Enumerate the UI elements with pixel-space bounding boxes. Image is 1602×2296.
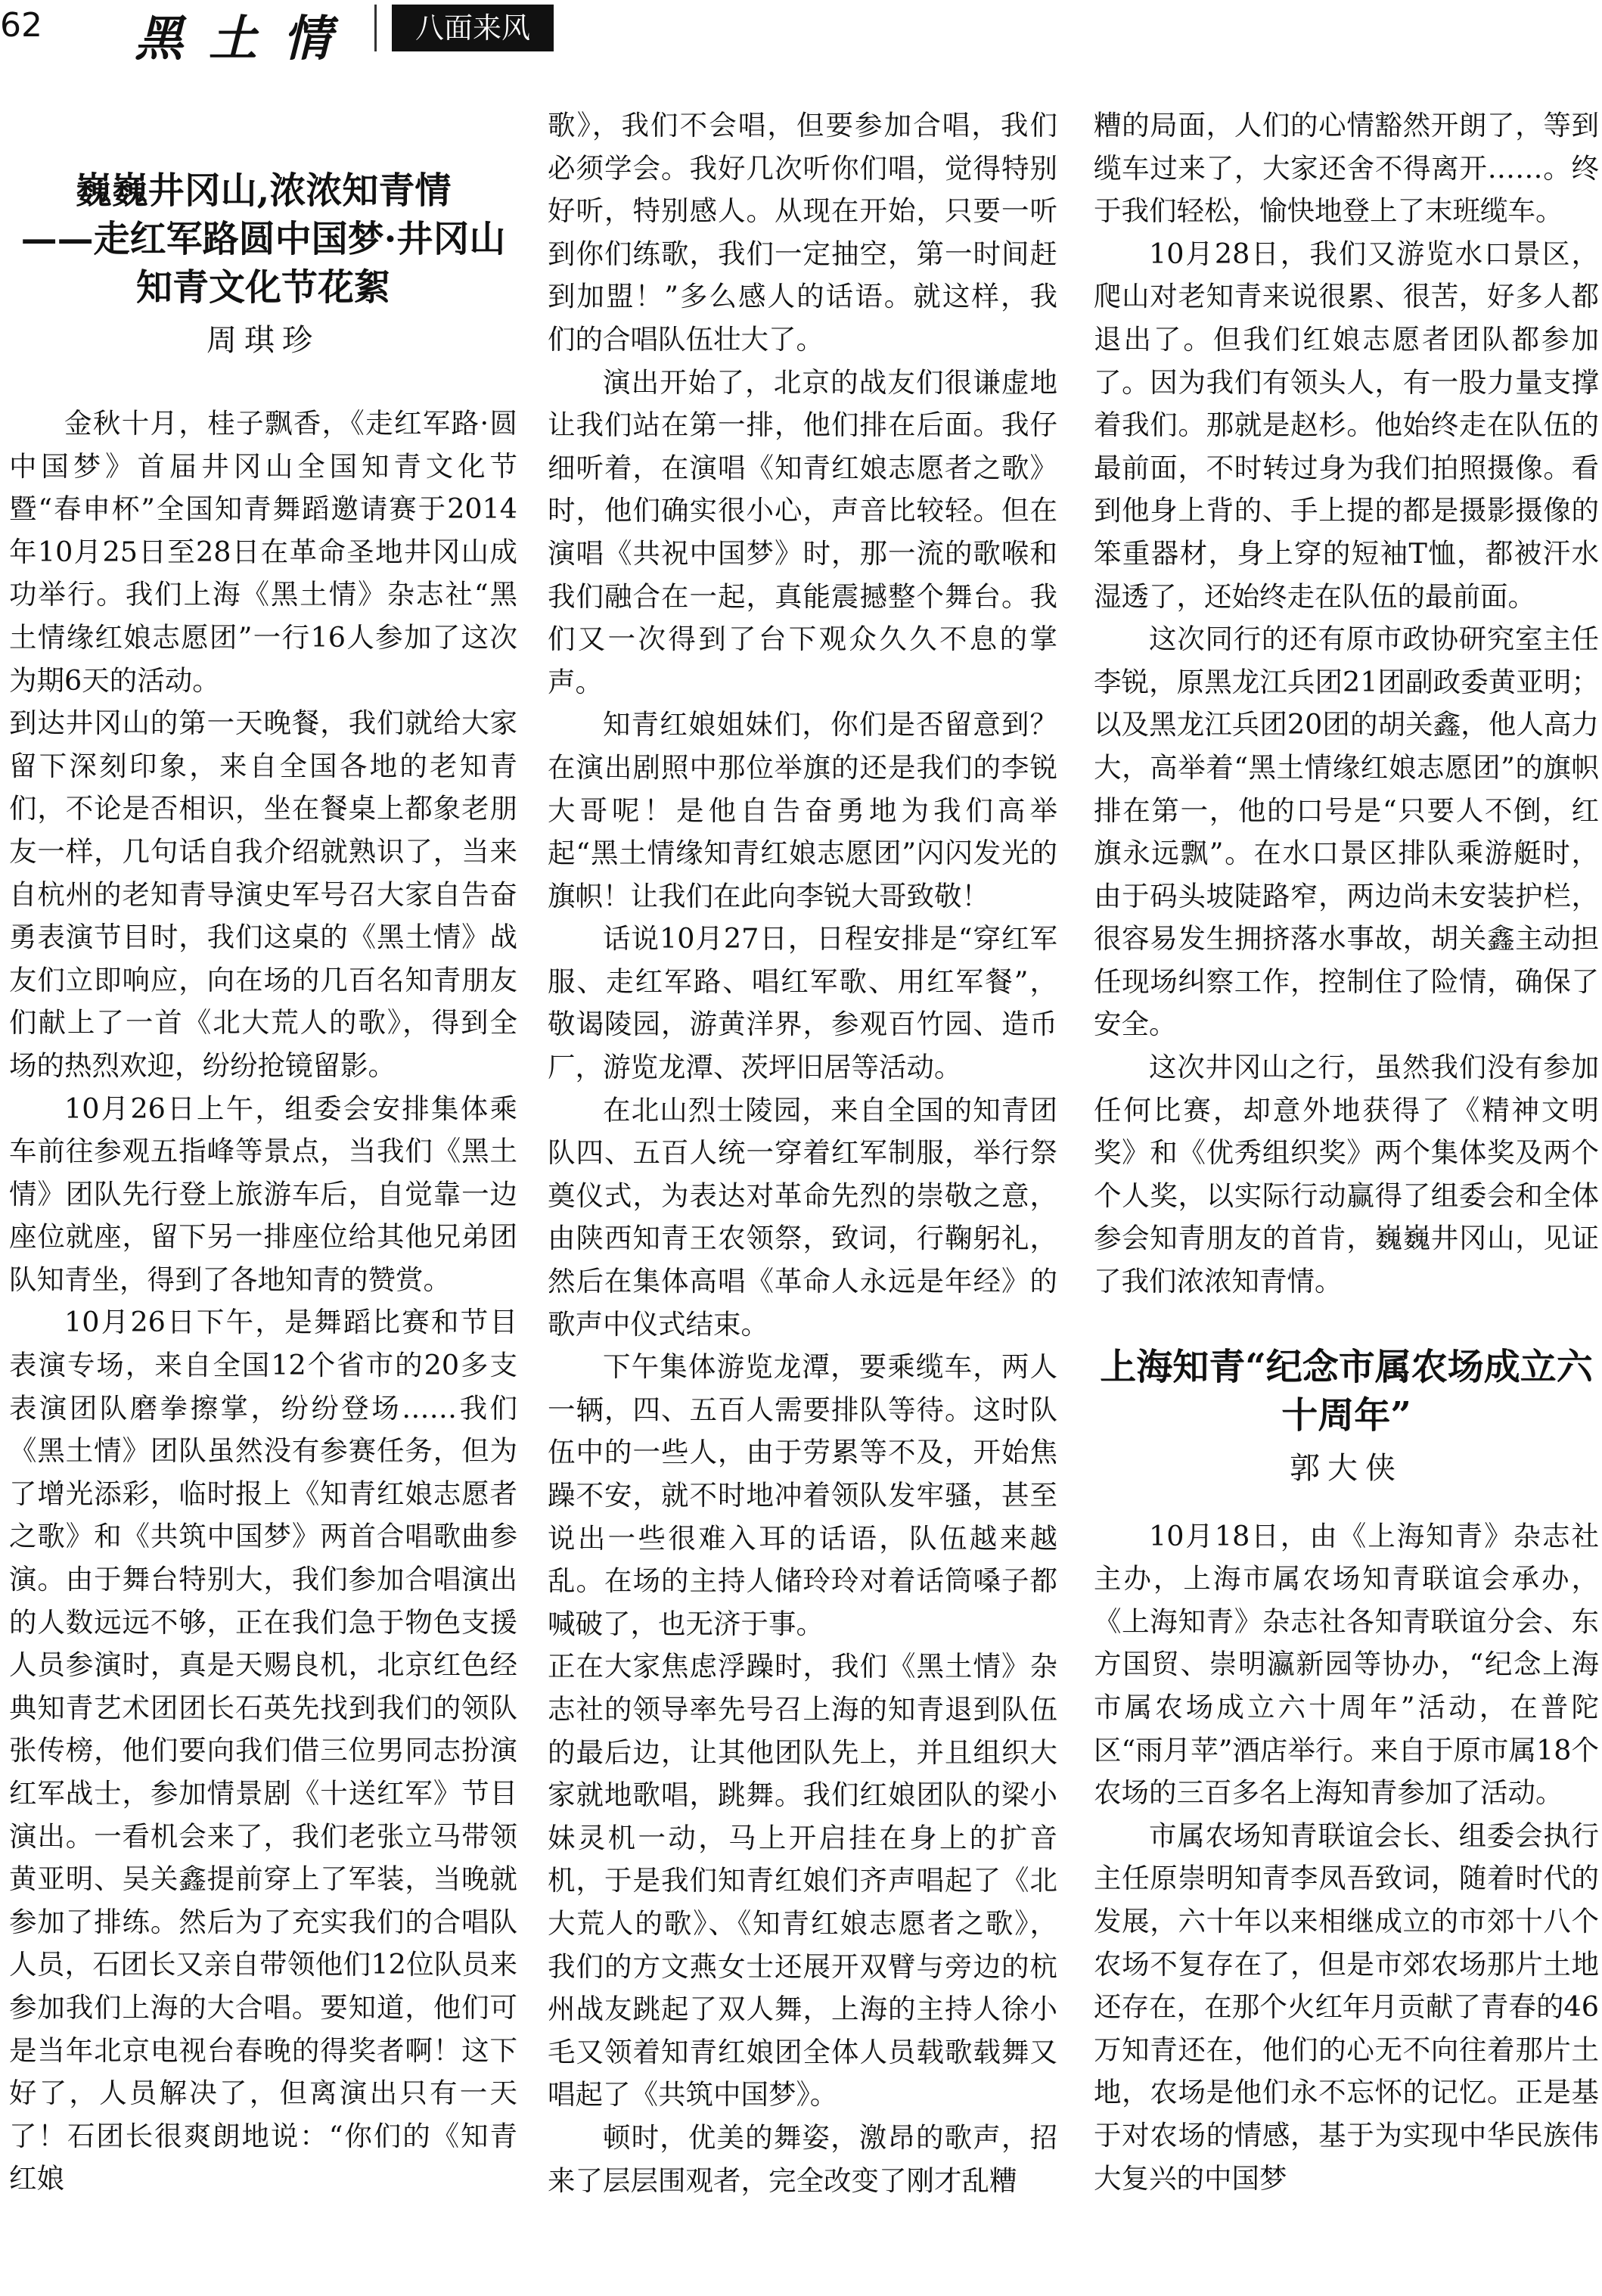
paragraph: 话说10月27日，日程安排是“穿红军服、走红军路、唱红军歌、用红军餐”，敬谒陵园，游黄洋界，参观百竹园、造币厂，游览龙潭、茨坪旧居等活动。 (548, 922, 1057, 1084)
paragraph: 10月26日上午，组委会安排集体乘车前往参观五指峰等景点，当我们《黑土情》团队先行登上旅游车后，自觉靠一边座位就座，留下另一排座位给其他兄弟团队知青坐，得到了各地知青的赞赏。 (9, 1092, 517, 1296)
column-2 (548, 104, 1057, 2202)
article1-title: 巍巍井冈山,浓浓知青情 (75, 169, 452, 212)
article2-author: 郭大侠 (1290, 1450, 1403, 1486)
article1-subtitle: ——走红军路圆中国梦·井冈山知青文化节花絮 (20, 218, 506, 309)
paragraph: 金秋十月，桂子飘香，《走红军路·圆中国梦》首届井冈山全国知青文化节暨“春申杯”全国知青舞蹈邀请赛于2014年10月25日至28日在革命圣地井冈山成功举行。我们上海《黑土情》杂志社“黑土情缘红娘志愿团”一行16人参加了这次为期6天的活动。 (9, 407, 517, 697)
section-label: 八面来风 (392, 5, 554, 51)
page-number: 62 (0, 6, 42, 45)
paragraph: 下午集体游览龙潭，要乘缆车，两人一辆，四、五百人需要排队等待。这时队伍中的一些人，由于劳累等不及，开始焦躁不安，就不时地冲着领队发牢骚，甚至说出一些很难入耳的话语，队伍越来越乱。在场的主持人储玲玲对着话筒嗓子都喊破了，也无济于事。 (548, 1350, 1057, 1640)
paragraph: 顿时，优美的舞姿，激昂的歌声，招来了层层围观者，完全改变了刚才乱糟 (548, 2120, 1057, 2197)
article1-heading (9, 166, 517, 365)
magazine-name: 黑土情 (135, 11, 357, 67)
article2-heading (1094, 1343, 1599, 1493)
paragraph: 到达井冈山的第一天晚餐，我们就给大家留下深刻印象，来自全国各地的老知青们，不论是否相识，坐在餐桌上都象老朋友一样，几句话自我介绍就熟识了，当来自杭州的老知青导演史军号召大家自告奋勇表演节目时，我们这桌的《黑土情》战友们立即响应，向在场的几百名知青朋友们献上了一首《北大荒人的歌》，得到全场的热烈欢迎，纷纷抢镜留影。 (9, 707, 517, 1082)
paragraph: 10月26日下午，是舞蹈比赛和节目表演专场，来自全国12个省市的20多支表演团队磨拳擦掌，纷纷登场……我们《黑土情》团队虽然没有参赛任务，但为了增光添彩，临时报上《知青红娘志愿者之歌》和《共筑中国梦》两首合唱歌曲参演。由于舞台特别大，我们参加合唱演出的人数远远不够，正在我们急于物色支援人员参演时，真是天赐良机，北京红色经典知青艺术团团长石英先找到我们的领队张传榜，他们要向我们借三位男同志扮演红军战士，参加情景剧《十送红军》节目演出。一看机会来了，我们老张立马带领黄亚明、吴关鑫提前穿上了军装，当晚就参加了排练。然后为了充实我们的合唱队人员，石团长又亲自带领他们12位队员来参加我们上海的大合唱。要知道，他们可是当年北京电视台春晚的得奖者啊！这下好了，人员解决了，但离演出只有一天了！石团长很爽朗地说：“你们的《知青红娘 (9, 1306, 517, 2195)
paragraph: 正在大家焦虑浮躁时，我们《黑土情》杂志社的领导率先号召上海的知青退到队伍的最后边，让其他团队先上，并且组织大家就地歌唱，跳舞。我们红娘团队的梁小妹灵机一动，马上开启挂在身上的扩音机，于是我们知青红娘们齐声唱起了《北大荒人的歌》、《知青红娘志愿者之歌》，我们的方文燕女士还展开双臂与旁边的杭州战友跳起了双人舞，上海的主持人徐小毛又领着知青红娘团全体人员载歌载舞又唱起了《共筑中国梦》。 (548, 1650, 1057, 2111)
article1-author: 周琪珍 (206, 323, 320, 358)
paragraph: 这次同行的还有原市政协研究室主任李锐，原黑龙江兵团21团副政委黄亚明；以及黑龙江兵团20团的胡关鑫，他人高力大，高举着“黑土情缘红娘志愿团”的旗帜排在第一，他的口号是“只要人不倒，红旗永远飘”。在水口景区排队乘游艇时，由于码头坡陡路窄，两边尚未安装护栏，很容易发生拥挤落水事故，胡关鑫主动担任现场纠察工作，控制住了险情，确保了安全。 (1094, 623, 1599, 1041)
paragraph: 在北山烈士陵园，来自全国的知青团队四、五百人统一穿着红军制服，举行祭奠仪式，为表达对革命先烈的崇敬之意，由陕西知青王农领祭，致词，行鞠躬礼，然后在集体高唱《革命人永远是年经》的歌声中仪式结束。 (548, 1093, 1057, 1341)
paragraph: 10月18日，由《上海知青》杂志社主办，上海市属农场知青联谊会承办，《上海知青》杂志社各知青联谊分会、东方国贸、崇明瀛新园等协办，“纪念上海市属农场成立六十周年”活动，在普陀区“雨月苹”酒店举行。来自于原市属18个农场的三百多名上海知青参加了活动。 (1094, 1519, 1599, 1810)
paragraph: 演出开始了，北京的战友们很谦虚地让我们站在第一排，他们排在后面。我仔细听着，在演唱《知青红娘志愿者之歌》时，他们确实很小心，声音比较轻。但在演唱《共祝中国梦》时，那一流的歌喉和我们融合在一起，真能震撼整个舞台。我们又一次得到了台下观众久久不息的掌声。 (548, 365, 1057, 698)
paragraph: 这次井冈山之行，虽然我们没有参加任何比赛，却意外地获得了《精神文明奖》和《优秀组织奖》两个集体奖及两个个人奖，以实际行动赢得了组委会和全体参会知青朋友的首肯，巍巍井冈山，见证了我们浓浓知青情。 (1094, 1051, 1599, 1298)
paragraph: 歌》，我们不会唱，但要参加合唱，我们必须学会。我好几次听你们唱，觉得特别好听，特别感人。从现在开始，只要一听到你们练歌，我们一定抽空，第一时间赶到加盟！”多么感人的话语。就这样，我们的合唱队伍壮大了。 (548, 109, 1057, 356)
paragraph: 知青红娘姐妹们，你们是否留意到？在演出剧照中那位举旗的还是我们的李锐大哥呢！是他自告奋勇地为我们高举起“黑土情缘知青红娘志愿团”闪闪发光的旗帜！让我们在此向李锐大哥致敬！ (548, 708, 1057, 912)
page-header (0, 0, 1602, 67)
article2-title: 上海知青“纪念市属农场成立六十周年” (1100, 1345, 1593, 1437)
paragraph: 10月28日，我们又游览水口景区，爬山对老知青来说很累、很苦，好多人都退出了。但我们红娘志愿者团队都参加了。因为我们有领头人，有一股力量支撑着我们。那就是赵杉。他始终走在队伍的最前面，不时转过身为我们拍照摄像。看到他身上背的、手上提的都是摄影摄像的笨重器材，身上穿的短袖T恤，都被汗水湿透了，还始终走在队伍的最前面。 (1094, 237, 1599, 613)
paragraph: 市属农场知青联谊会长、组委会执行主任原崇明知青李凤吾致词，随着时代的发展，六十年以来相继成立的市郊十八个农场不复存在了，但是市郊农场那片土地还存在，在那个火红年月贡献了青春的46万知青还在，他们的心无不向往着那片土地，农场是他们永不忘怀的记忆。正是基于对农场的情感，基于为实现中华民族伟大复兴的中国梦 (1094, 1819, 1599, 2195)
paragraph: 糟的局面，人们的心情豁然开朗了，等到缆车过来了，大家还舍不得离开……。终于我们轻松，愉快地登上了末班缆车。 (1094, 109, 1599, 228)
column-1 (9, 402, 517, 2201)
column-3 (1094, 104, 1599, 2200)
header-divider (374, 5, 377, 51)
